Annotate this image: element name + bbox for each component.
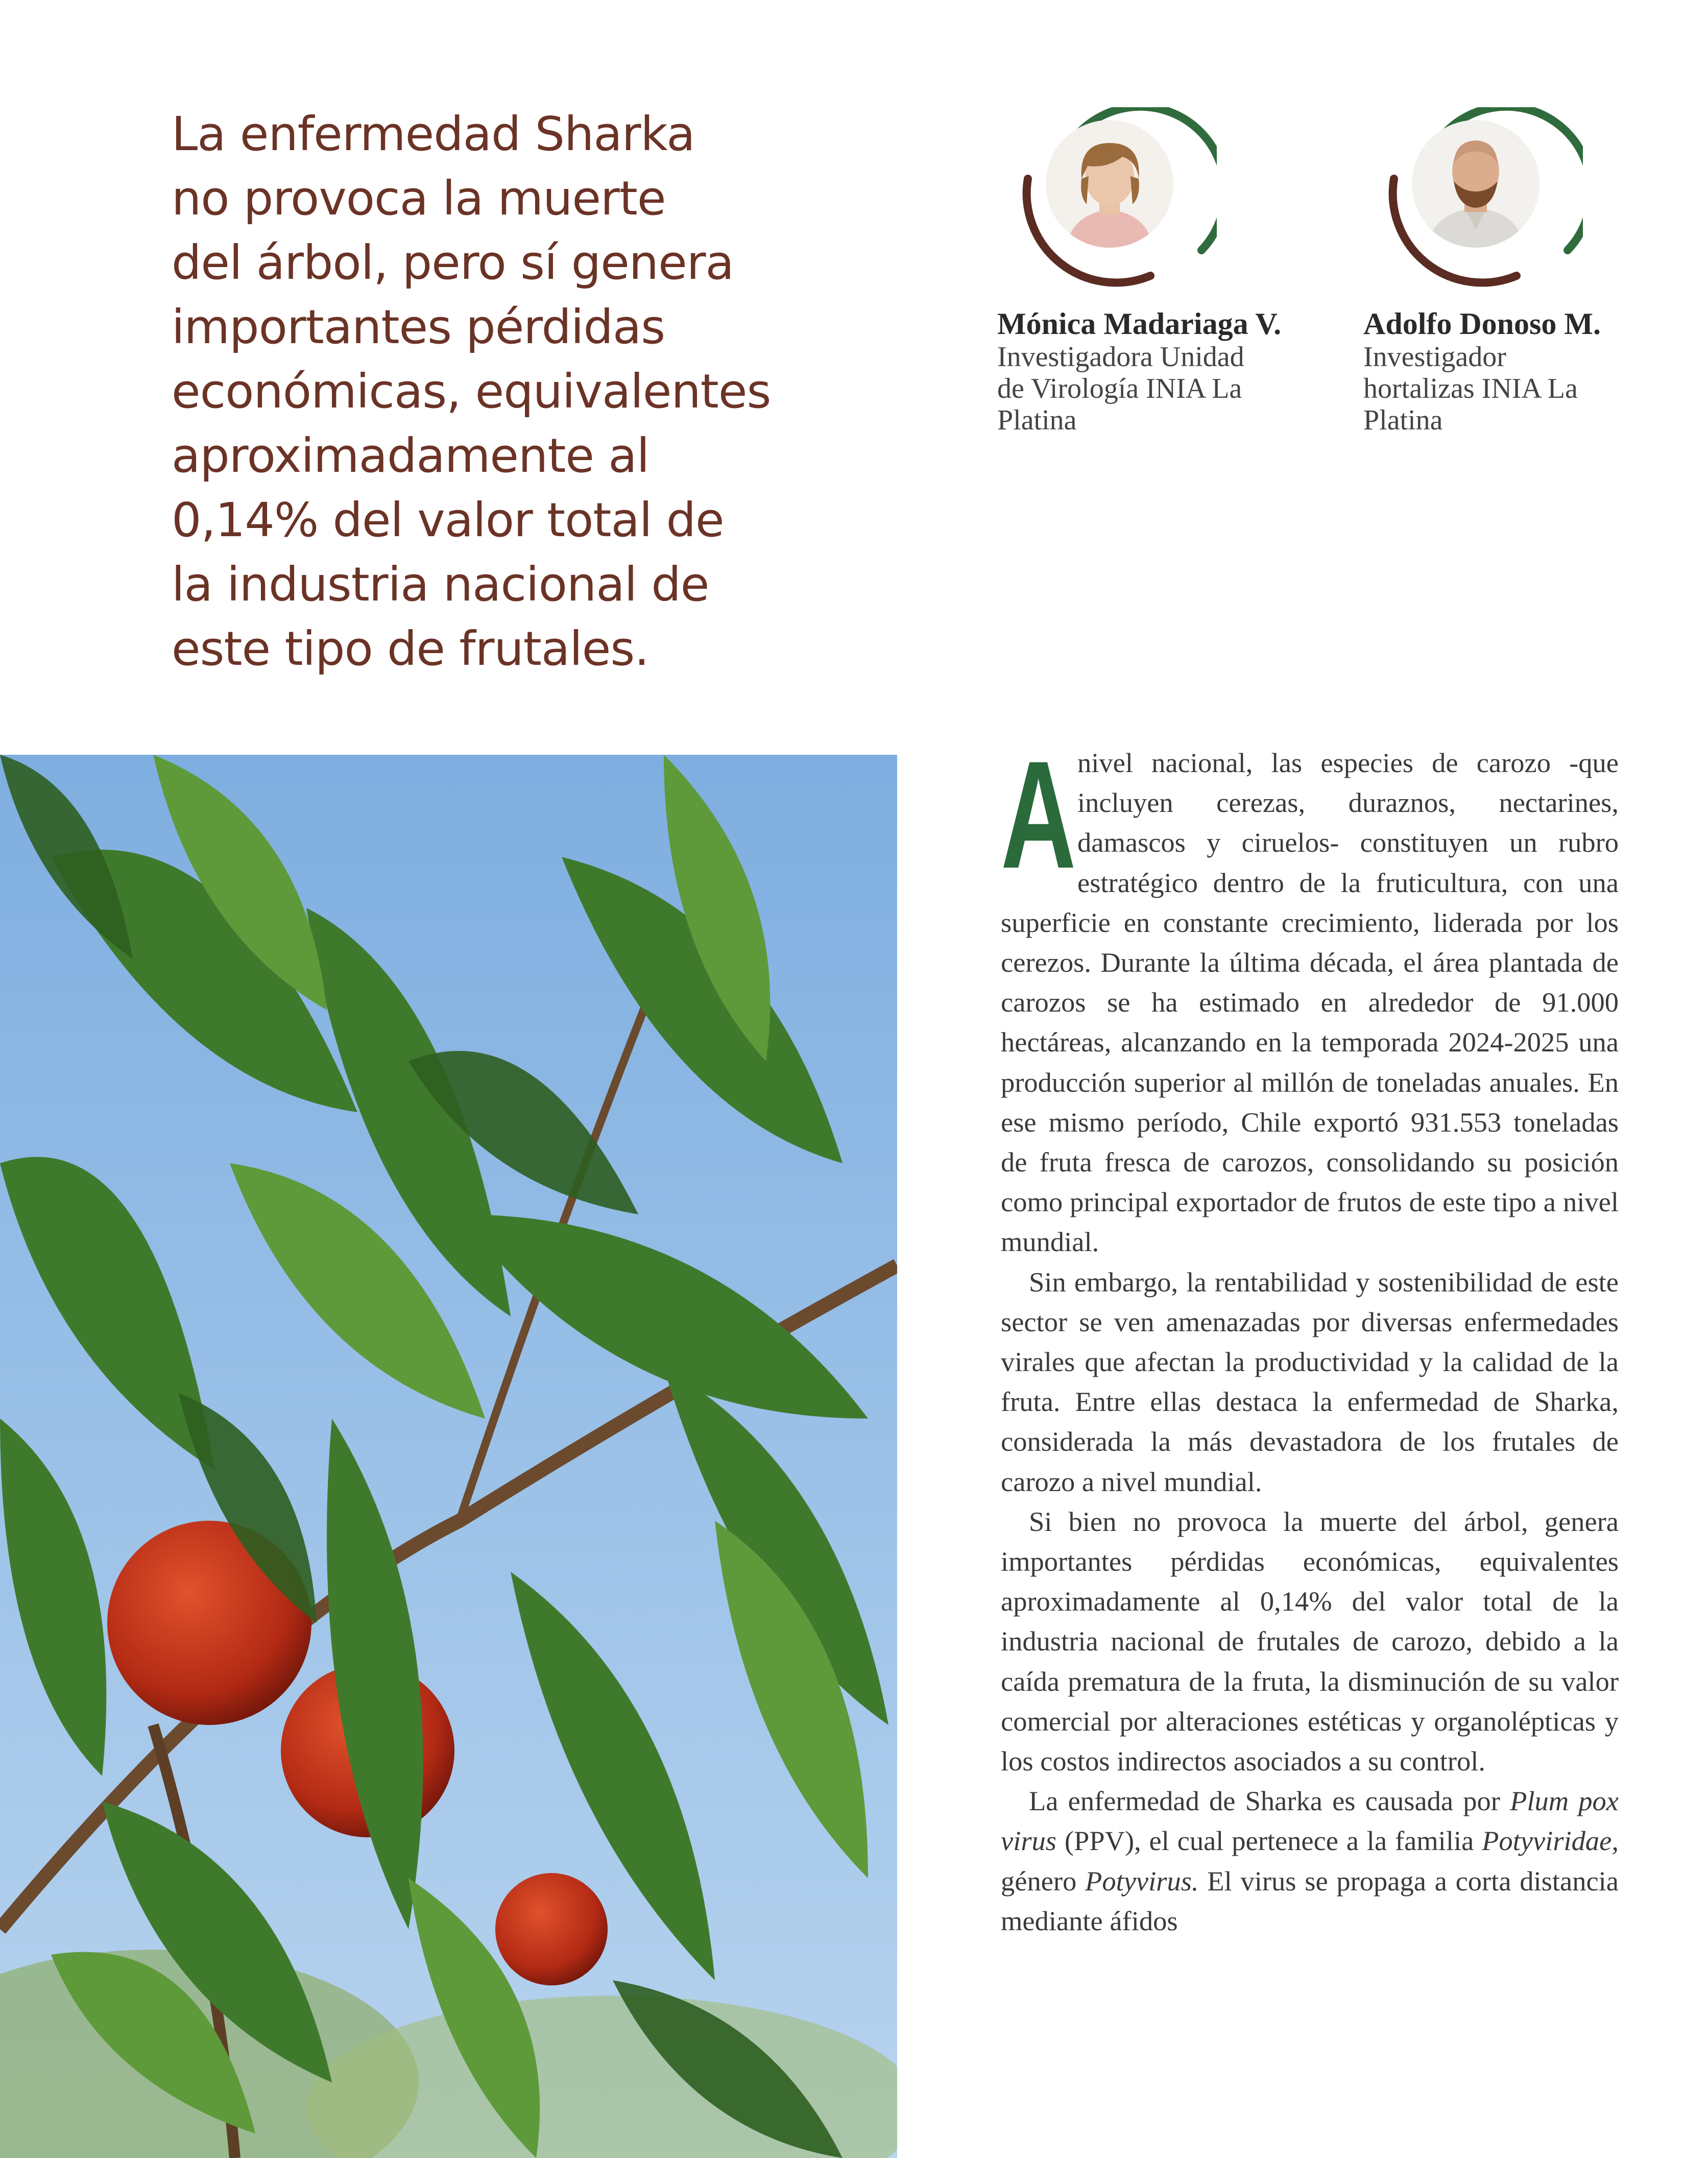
family-name: Potyviridae, bbox=[1482, 1825, 1619, 1857]
pull-quote-line: La enfermedad Sharka bbox=[172, 107, 695, 161]
author-role bbox=[997, 341, 1324, 436]
pull-quote-line: del árbol, pero sí genera bbox=[172, 235, 734, 290]
article-paragraph bbox=[1001, 1781, 1619, 1941]
author-role-line: de Virología INIA La bbox=[997, 373, 1242, 404]
pull-quote-line: no provoca la muerte bbox=[172, 171, 666, 226]
paragraph-text: El virus se propaga a corta distancia mediante áfidos bbox=[1001, 1865, 1619, 1936]
article-paragraph: Sin embargo, la rentabilidad y sostenibilidad de este sector se ven amenazadas por diversas enfermedades virales que afectan la productividad y la calidad de la fruta. Entre ellas destaca la enfermedad de Sharka, considerada la más devastadora de los frutales de carozo a nivel mundial. bbox=[1001, 1266, 1619, 1497]
article-paragraph: Si bien no provoca la muerte del árbol, genera importantes pérdidas económicas, equivalentes aproximadamente al 0,14% del valor total de la industria nacional de frutales de carozo, debido a la caída prematura de la fruta, la disminución de su valor comercial por alteraciones estéticas y organolépticas y los costos indirectos asociados a su control. bbox=[1001, 1505, 1619, 1777]
author-photo bbox=[1412, 120, 1539, 248]
pull-quote-line: económicas, equivalentes bbox=[172, 364, 771, 419]
author-role-line: Investigador bbox=[1363, 341, 1506, 373]
article-paragraph bbox=[1001, 729, 1619, 1262]
pull-quote-line: aproximadamente al bbox=[172, 428, 649, 483]
author-portrait bbox=[997, 107, 1217, 327]
paragraph-text: La enfermedad de Sharka es causada por bbox=[1029, 1785, 1510, 1817]
genus-name: Potyvirus. bbox=[1085, 1865, 1199, 1897]
author-role-line: Investigadora Unidad bbox=[997, 341, 1244, 373]
pull-quote-line: 0,14% del valor total de bbox=[172, 493, 724, 547]
author-role bbox=[1363, 341, 1690, 436]
author-name: Adolfo Donoso M. bbox=[1363, 307, 1601, 341]
paragraph-text: nivel nacional, las especies de carozo -que incluyen cerezas, duraznos, nectarines, damascos y ciruelos- constituyen un rubro estratégico dentro de la fruticultura, con una superficie en constante crecimiento, liderada por los cerezos. Durante la última década, el área plantada de carozos se ha estimado en alrededor de 91.000 hectáreas, alcanzando en la temporada 2024-2025 una producción superior al millón de toneladas anuales. En ese mismo período, Chile exportó 931.553 toneladas de fruta fresca de carozos, consolidando su posición como principal exportador de frutos de este tipo a nivel mundial. bbox=[1001, 747, 1619, 1258]
author-role-line: Platina bbox=[997, 404, 1077, 436]
peach-branch-image bbox=[0, 755, 897, 2158]
paragraph-text: (PPV), el cual pertenece a la familia bbox=[1056, 1825, 1482, 1857]
author-role-line: Platina bbox=[1363, 404, 1443, 436]
peach-tree-photo bbox=[0, 755, 897, 2158]
author-name: Mónica Madariaga V. bbox=[997, 307, 1282, 341]
paragraph-text: género bbox=[1001, 1865, 1086, 1897]
article-body bbox=[1001, 729, 1619, 1941]
drop-cap: A bbox=[1001, 729, 1076, 900]
pull-quote-line: la industria nacional de bbox=[172, 557, 709, 612]
virus-name: Plum pox virus bbox=[1001, 1785, 1619, 1857]
pull-quote-line: este tipo de frutales. bbox=[172, 621, 649, 676]
author-portrait bbox=[1363, 107, 1583, 327]
author-role-line: hortalizas INIA La bbox=[1363, 373, 1578, 404]
pull-quote-line: importantes pérdidas bbox=[172, 300, 665, 354]
author-photo bbox=[1046, 120, 1173, 248]
pull-quote bbox=[172, 102, 784, 681]
